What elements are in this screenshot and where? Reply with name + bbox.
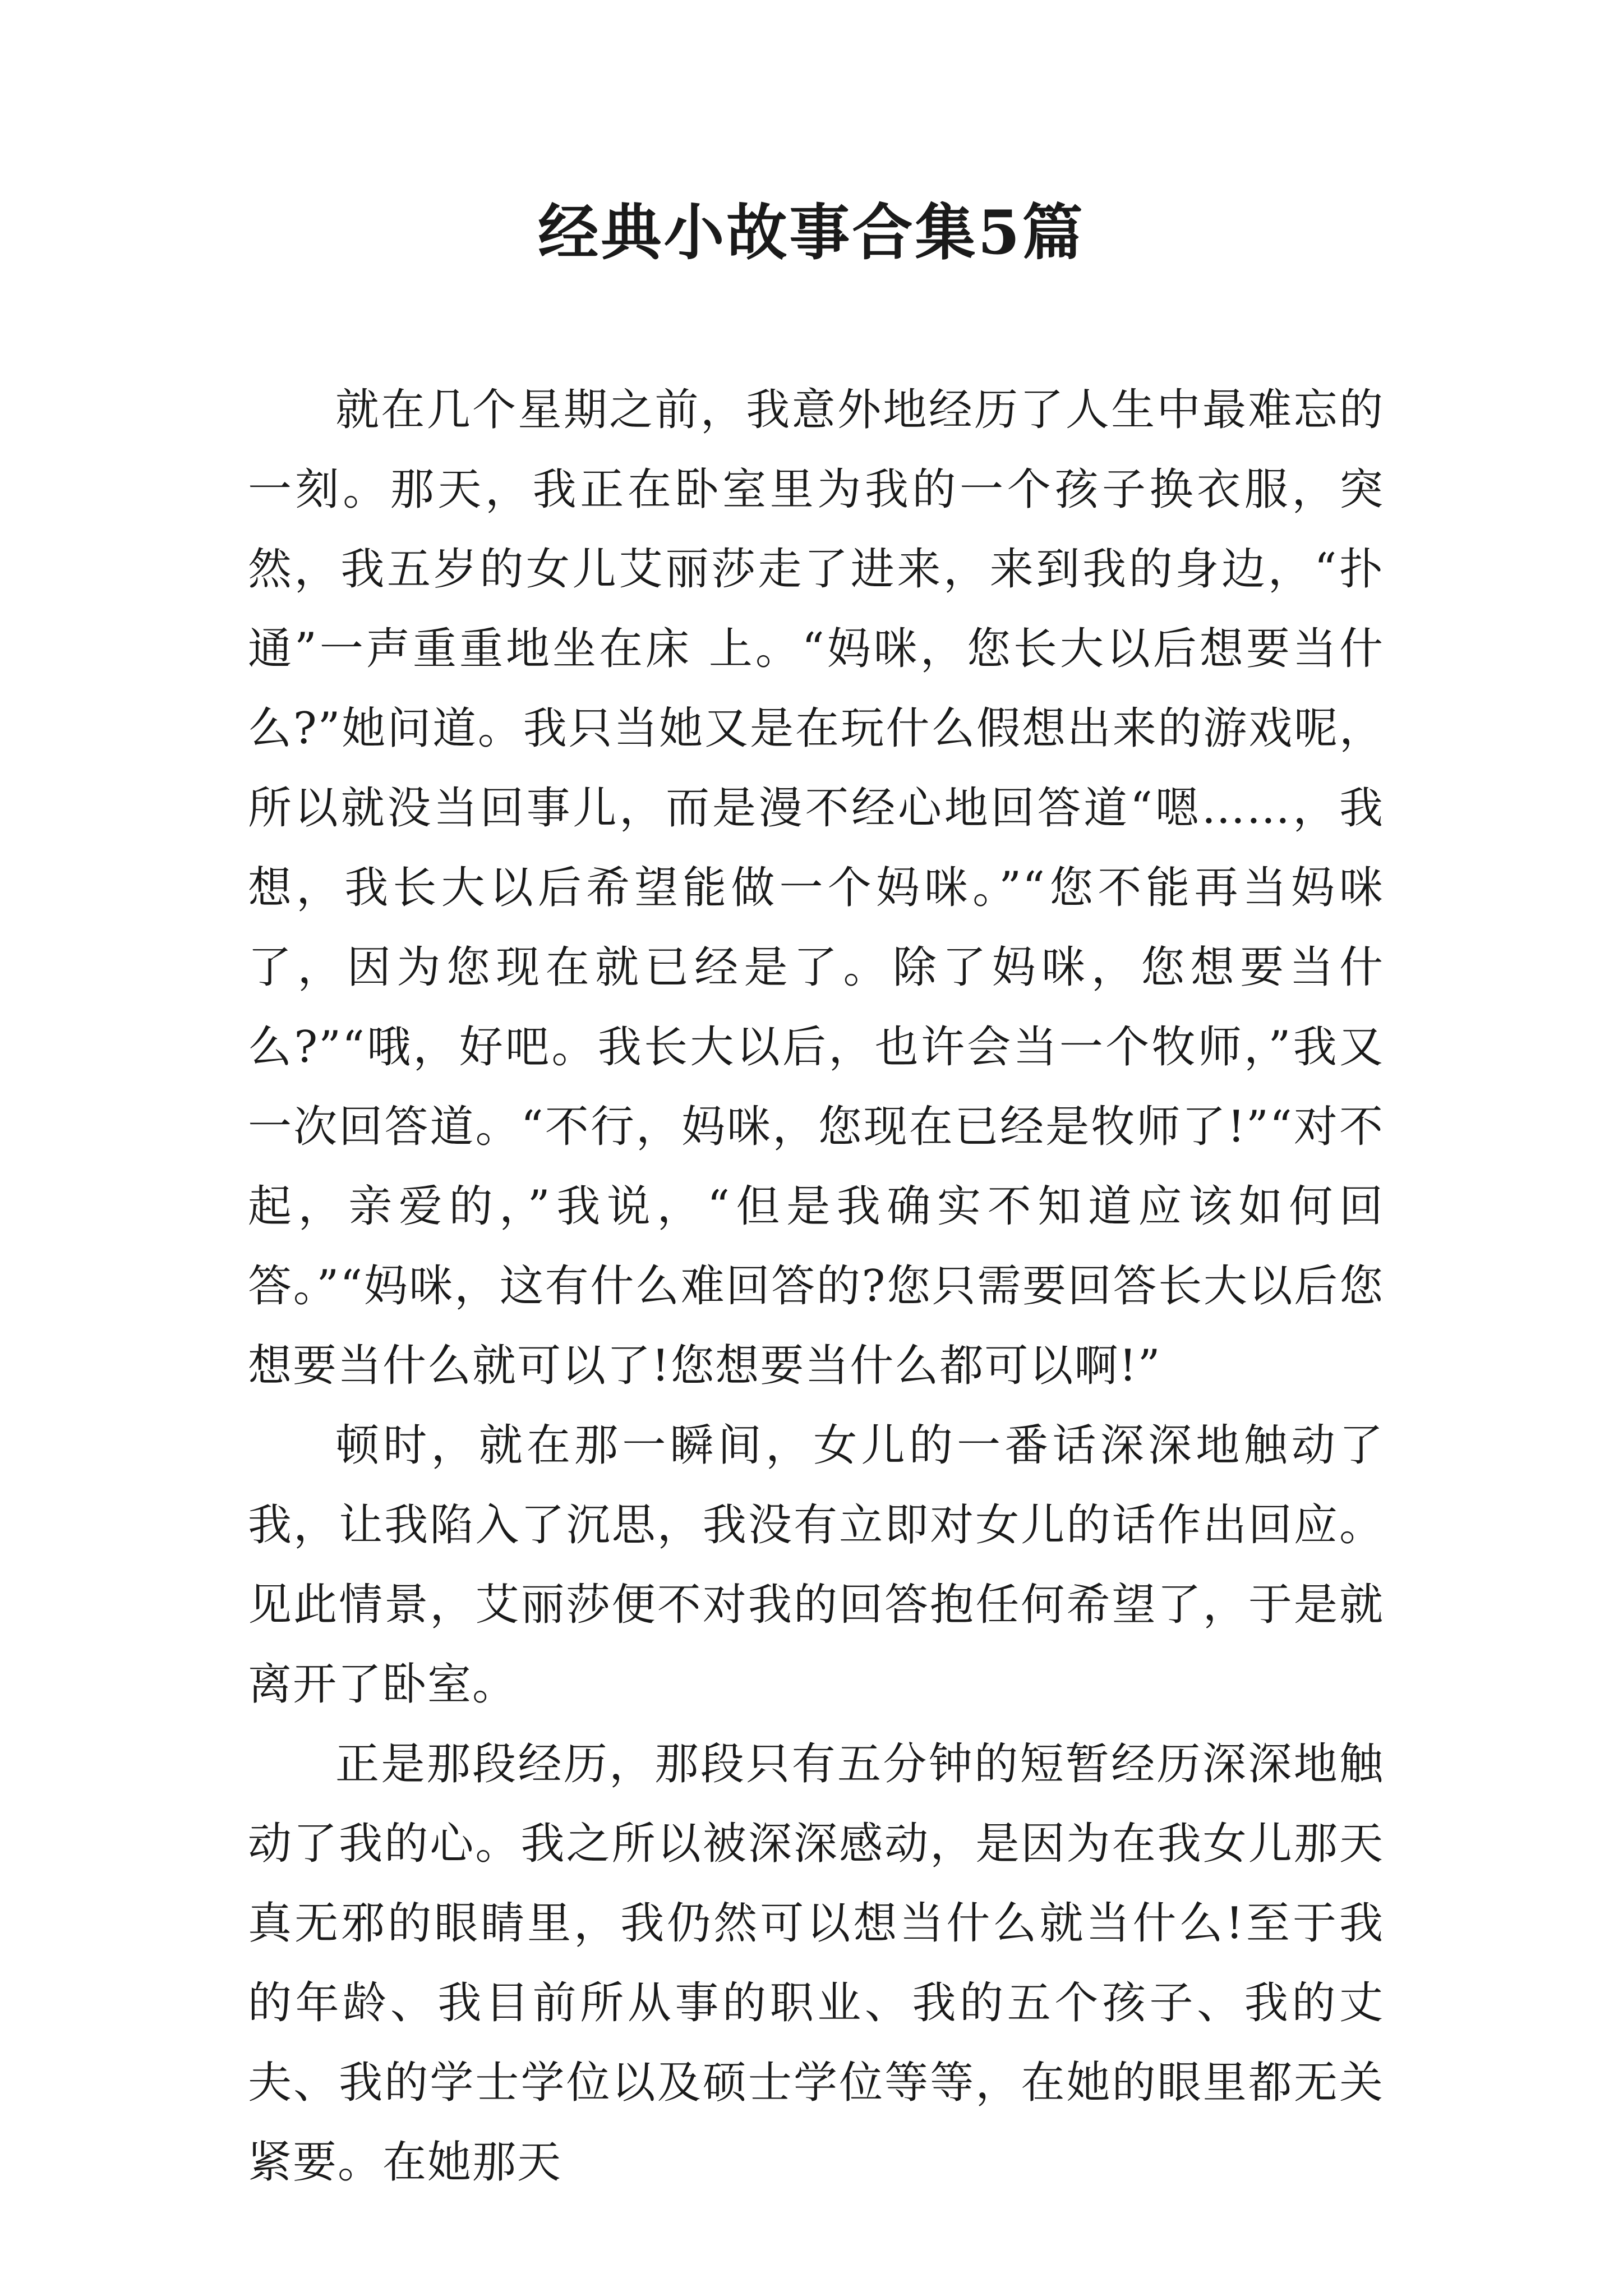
paragraph-3: 正是那段经历，那段只有五分钟的短暂经历深深地触动了我的心。我之所以被深深感动，是因为在我女儿那天真无邪的眼睛里，我仍然可以想当什么就当什么!至于我的年龄、我目前所从事的职业、我的五个孩子、我的丈夫、我的学士学位以及硕士学位等等，在她的眼里都无关紧要。在她那天 — [248, 1739, 1384, 2188]
document-title: 经典小故事合集5篇 — [538, 197, 1085, 268]
paragraph-1: 就在几个星期之前，我意外地经历了人生中最难忘的一刻。那天，我正在卧室里为我的一个孩子换衣服，突然，我五岁的女儿艾丽莎走了进来，来到我的身边，“扑通”一声重重地坐在床 上。“妈咪，您长大以后想要当什么?”她问道。我只当她又是在玩什么假想出来的游戏呢，所以就没当回事儿，而是漫不经心地回答道“嗯……，我想，我长大以后希望能做一个妈咪。”“您不能再当妈咪了，因为您现在就已经是了。除了妈咪，您想要当什么?”“哦，好吧。我长大以后，也许会当一个牧师，”我又一次回答道。“不行，妈咪，您现在已经是牧师了!”“对不起，亲爱的，”我说，“但是我确实不知道应该如何回答。”“妈咪，这有什么难回答的?您只需要回答长大以后您想要当什么就可以了!您想要当什么都可以啊!” — [248, 385, 1384, 1391]
paragraph-2: 顿时，就在那一瞬间，女儿的一番话深深地触动了我，让我陷入了沉思，我没有立即对女儿的话作出回应。见此情景，艾丽莎便不对我的回答抱任何希望了，于是就离开了卧室。 — [248, 1420, 1384, 1710]
document-body — [248, 370, 1384, 2202]
